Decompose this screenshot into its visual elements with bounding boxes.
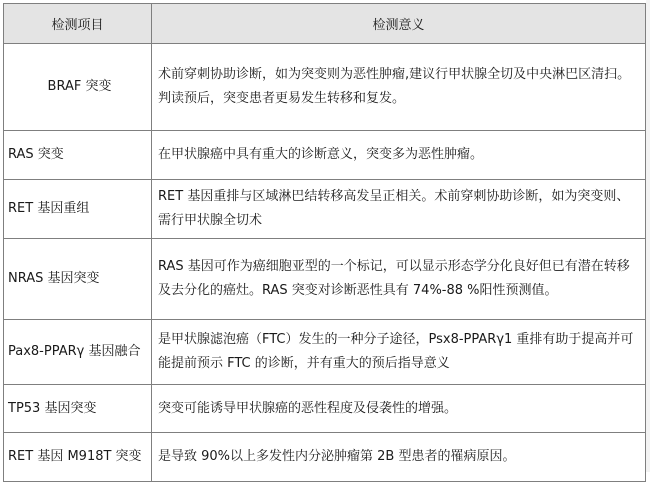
- table-row: [4, 131, 646, 180]
- table-row: [4, 239, 646, 320]
- row-meaning: 突变可能诱导甲状腺癌的恶性程度及侵袭性的增强。: [152, 385, 646, 433]
- scrollbar-track[interactable]: [646, 0, 650, 472]
- row-item: Pax8-PPARγ 基因融合: [4, 320, 152, 385]
- row-item: BRAF 突变: [4, 44, 152, 131]
- table-header-row: [4, 4, 646, 44]
- row-meaning: RAS 基因可作为癌细胞亚型的一个标记，可以显示形态学分化良好但已有潜在转移及去分化的癌灶。RAS 突变对诊断恶性具有 74%-88 %阳性预测值。: [152, 239, 646, 320]
- row-meaning: 是导致 90%以上多发性内分泌肿瘤第 2B 型患者的罹病原因。: [152, 433, 646, 482]
- header-test-item: 检测项目: [4, 4, 152, 44]
- row-meaning: RET 基因重排与区域淋巴结转移高发呈正相关。术前穿刺协助诊断，如为突变则、需行甲状腺全切术: [152, 180, 646, 239]
- row-meaning: 在甲状腺癌中具有重大的诊断意义，突变多为恶性肿瘤。: [152, 131, 646, 180]
- gene-test-table-container: [3, 3, 645, 469]
- row-item: NRAS 基因突变: [4, 239, 152, 320]
- header-test-meaning: 检测意义: [152, 4, 646, 44]
- row-meaning: 术前穿刺协助诊断，如为突变则为恶性肿瘤,建议行甲状腺全切及中央淋巴区清扫。判读预后，突变患者更易发生转移和复发。: [152, 44, 646, 131]
- table-row: [4, 44, 646, 131]
- row-item: RAS 突变: [4, 131, 152, 180]
- gene-test-table: [3, 3, 646, 482]
- table-row: [4, 320, 646, 385]
- row-item: RET 基因 M918T 突变: [4, 433, 152, 482]
- row-item: TP53 基因突变: [4, 385, 152, 433]
- table-row: [4, 180, 646, 239]
- row-item: RET 基因重组: [4, 180, 152, 239]
- table-row: [4, 433, 646, 482]
- table-row: [4, 385, 646, 433]
- row-meaning: 是甲状腺滤泡癌（FTC）发生的一种分子途径，Psx8-PPARγ1 重排有助于提高并可能提前预示 FTC 的诊断，并有重大的预后指导意义: [152, 320, 646, 385]
